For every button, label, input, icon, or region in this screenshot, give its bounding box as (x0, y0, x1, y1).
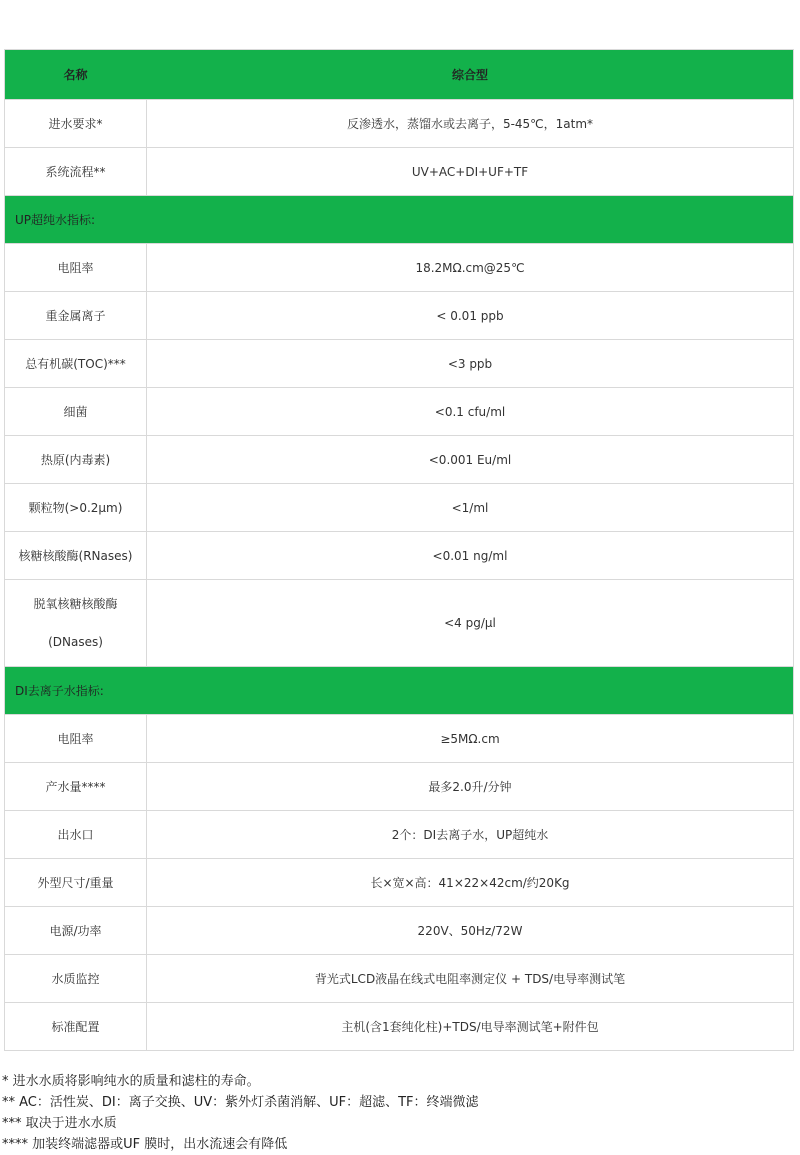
row-name: 核糖核酸酶(RNases) (5, 532, 147, 579)
section-header-up: UP超纯水指标: (5, 195, 793, 243)
table-row (5, 810, 793, 858)
table-row (5, 435, 793, 483)
row-value: 2个：DI去离子水，UP超纯水 (391, 828, 549, 842)
row-value: < 0.01 ppb (436, 308, 504, 323)
row-name (5, 580, 147, 666)
row-name: 重金属离子 (5, 292, 147, 339)
footnote: *** 取决于进水水质 (2, 1116, 117, 1131)
row-value: ≥5MΩ.cm (440, 731, 500, 746)
table-row (5, 1002, 793, 1050)
table-row (5, 579, 793, 666)
table-row (5, 99, 793, 147)
row-name: 总有机碳(TOC)*** (5, 340, 147, 387)
row-name: 系统流程** (5, 148, 147, 195)
row-name: 水质监控 (5, 955, 147, 1002)
row-name-line2: (DNases) (48, 635, 103, 649)
row-value: <3 ppb (447, 356, 493, 371)
row-value: <4 pg/μl (444, 616, 496, 630)
row-value: 主机(含1套纯化柱)+TDS/电导率测试笔+附件包 (341, 1020, 599, 1034)
footnote: **** 加装终端滤器或UF 膜时，出水流速会有降低 (2, 1137, 288, 1152)
table-row (5, 906, 793, 954)
row-name: 产水量**** (5, 763, 147, 810)
row-value: 18.2MΩ.cm@25℃ (415, 260, 525, 275)
table-row (5, 858, 793, 906)
row-value: 长×宽×高：41×22×42cm/约20Kg (370, 876, 570, 890)
row-value: UV+AC+DI+UF+TF (411, 164, 529, 179)
row-name: 标准配置 (5, 1003, 147, 1050)
table-row (5, 954, 793, 1002)
row-name: 细菌 (5, 388, 147, 435)
table-header (5, 50, 793, 99)
spec-table (4, 49, 794, 1051)
row-value: 背光式LCD液晶在线式电阻率测定仪 + TDS/电导率测试笔 (314, 972, 626, 986)
table-row (5, 387, 793, 435)
row-name: 热原(内毒素) (5, 436, 147, 483)
footnotes (2, 1071, 792, 1155)
section-header-di: DI去离子水指标: (5, 666, 793, 714)
table-row (5, 714, 793, 762)
row-value: 反渗透水，蒸馏水或去离子，5-45℃，1atm* (346, 117, 594, 131)
row-value: <0.1 cfu/ml (434, 404, 506, 419)
row-name: 出水口 (5, 811, 147, 858)
table-row (5, 483, 793, 531)
row-name: 外型尺寸/重量 (5, 859, 147, 906)
table-row (5, 339, 793, 387)
footnote: * 进水水质将影响纯水的质量和滤柱的寿命。 (2, 1074, 260, 1089)
table-row (5, 243, 793, 291)
row-name: 进水要求* (5, 100, 147, 147)
table-row (5, 147, 793, 195)
header-name-cell: 名称 (5, 50, 147, 99)
row-value: 220V、50Hz/72W (417, 924, 523, 938)
footnote: ** AC：活性炭、DI：离子交换、UV：紫外灯杀菌消解、UF：超滤、TF：终端微滤 (2, 1095, 479, 1110)
row-name: 电阻率 (5, 715, 147, 762)
row-name-line1: 脱氧核糖核酸酶 (33, 597, 118, 611)
table-row (5, 291, 793, 339)
row-value: 最多2.0升/分钟 (428, 780, 512, 794)
row-value: <1/ml (451, 500, 489, 515)
row-name: 电阻率 (5, 244, 147, 291)
table-row (5, 762, 793, 810)
row-value: <0.001 Eu/ml (428, 452, 512, 467)
row-name: 颗粒物(>0.2μm) (5, 484, 147, 531)
row-value: <0.01 ng/ml (432, 548, 508, 563)
table-row (5, 531, 793, 579)
header-value-cell: 综合型 (451, 68, 488, 82)
row-name: 电源/功率 (5, 907, 147, 954)
